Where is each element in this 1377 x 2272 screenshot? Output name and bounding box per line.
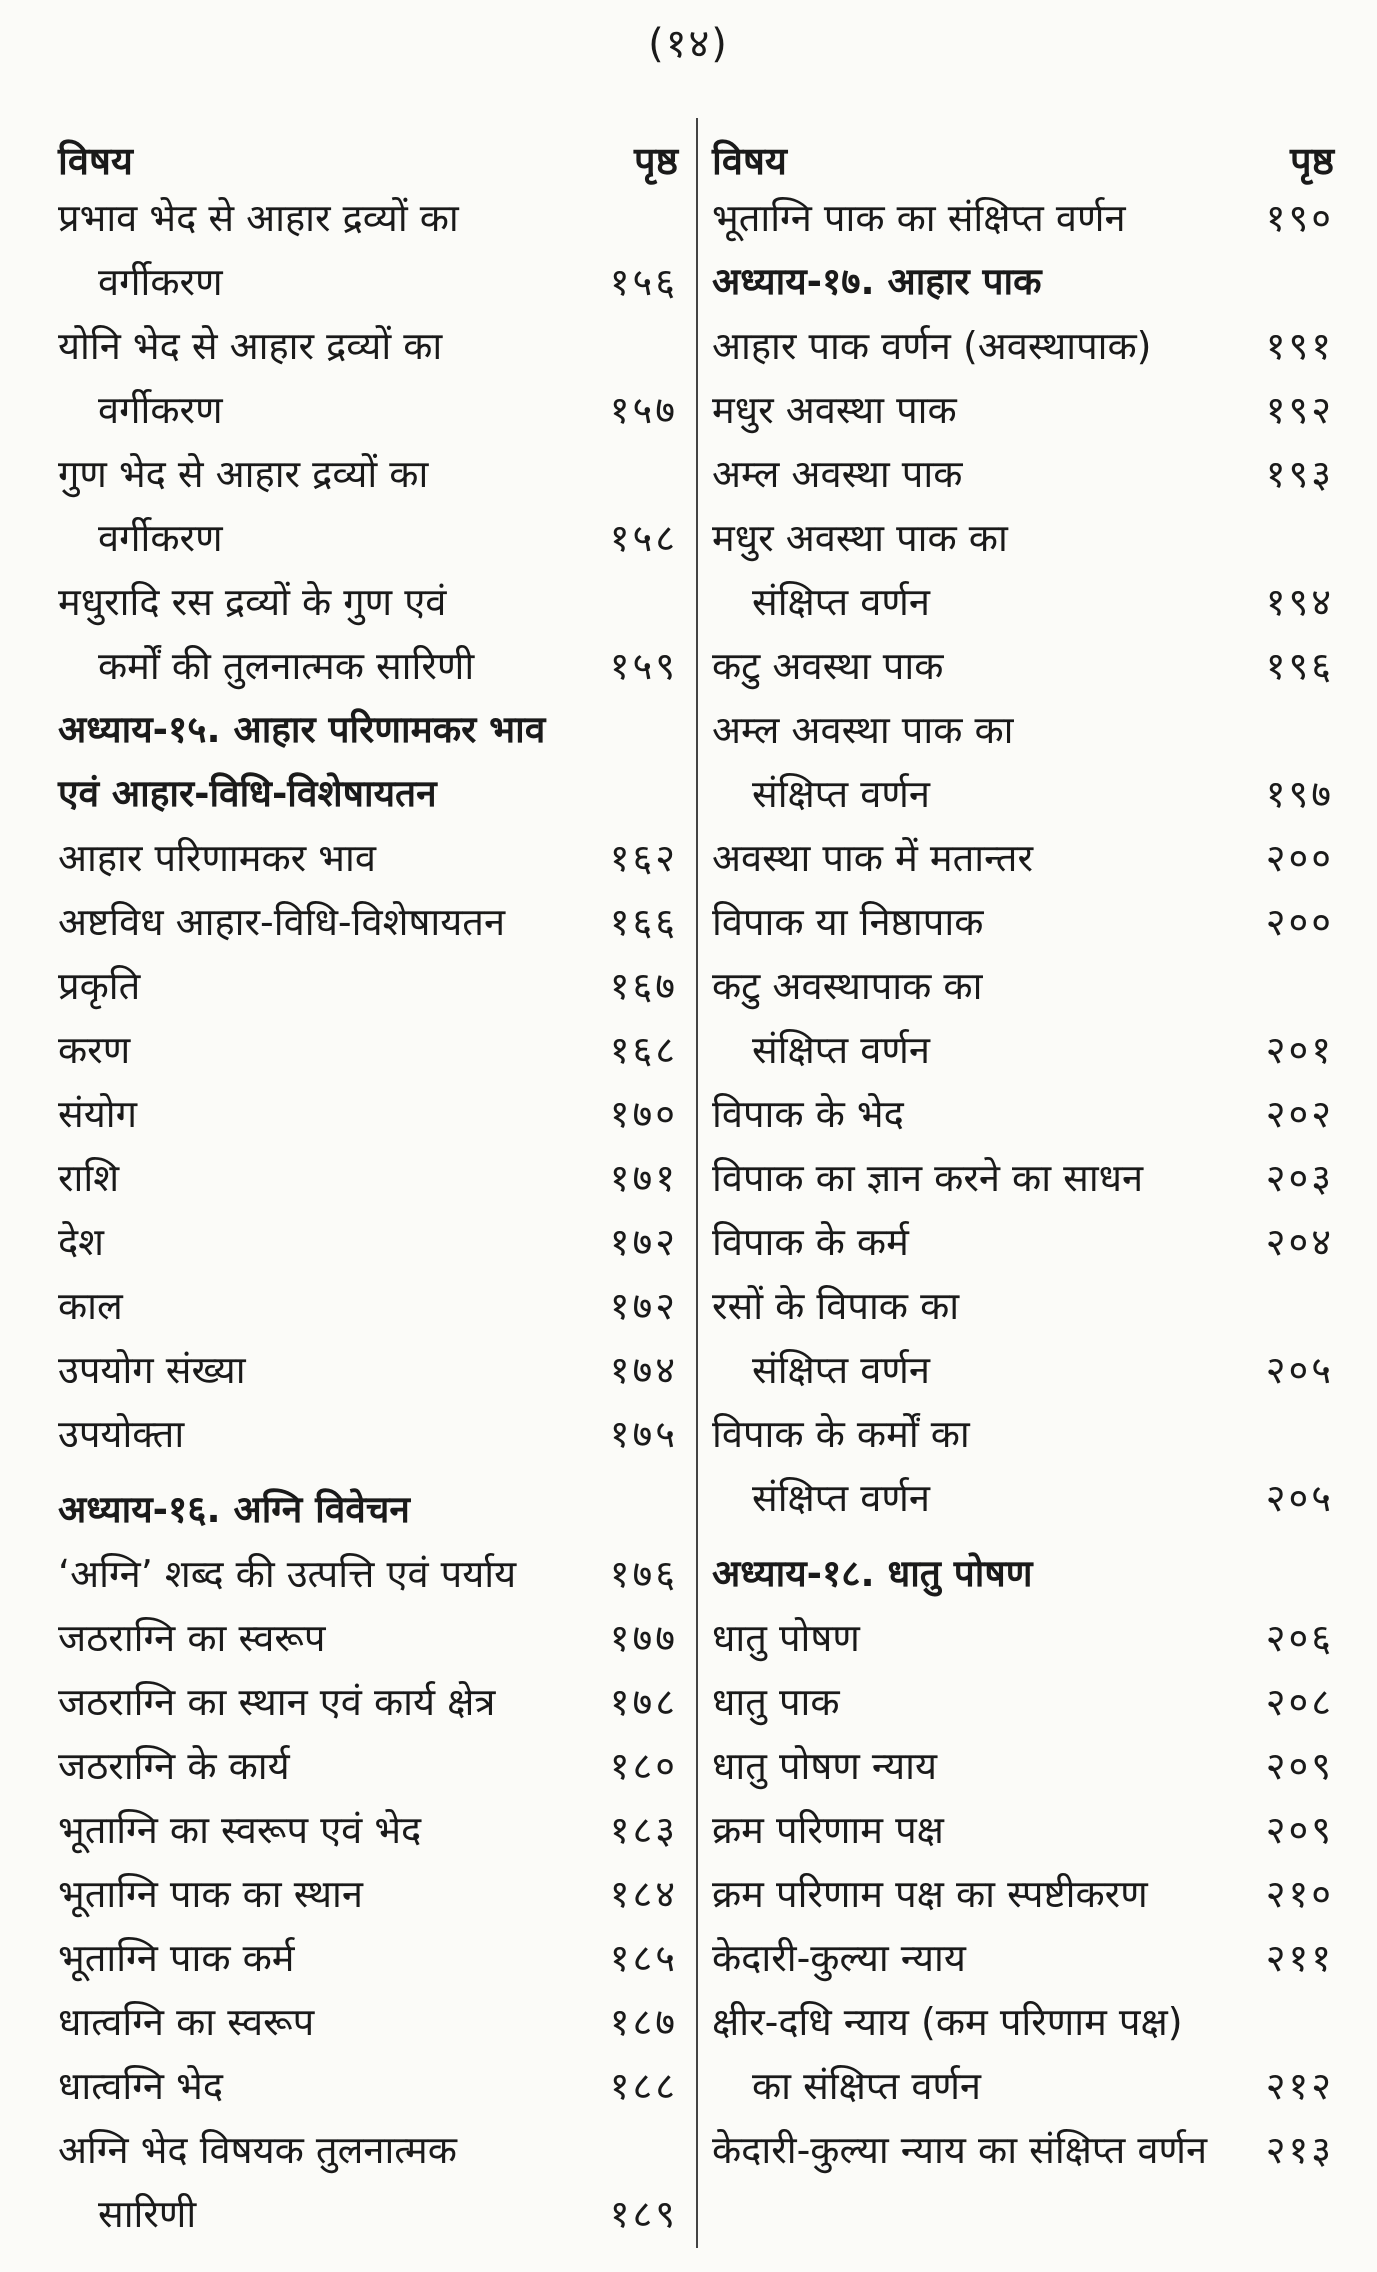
toc-entry (712, 890, 1334, 954)
toc-entry (58, 1082, 678, 1146)
left-header (58, 118, 678, 186)
toc-entry (712, 1670, 1334, 1734)
toc-entry (58, 1862, 678, 1926)
entry-title: भूताग्नि पाक कर्म (58, 1936, 295, 1980)
chapter-heading-16: अध्याय-१६. अग्नि विवेचन (58, 1488, 410, 1531)
entry-title: विपाक के भेद (712, 1092, 904, 1136)
entry-page: २१३ (1265, 2128, 1334, 2172)
toc-entry (58, 1542, 678, 1606)
entry-page: १५७ (609, 388, 678, 432)
entry-page: २०३ (1265, 1156, 1334, 1200)
entry-title: करण (58, 1028, 131, 1072)
entry-title: कटु अवस्थापाक का (712, 964, 983, 1008)
toc-entry (58, 1338, 678, 1402)
toc-entry (712, 1990, 1334, 2118)
entry-page: १८३ (609, 1808, 678, 1852)
entry-title-cont: सारिणी (98, 2192, 197, 2236)
toc-entry (58, 954, 678, 1018)
toc-entry (712, 2118, 1334, 2182)
entry-page: २०० (1265, 836, 1334, 880)
entry-title-cont: वर्गीकरण (98, 260, 223, 304)
toc-entry (58, 1402, 678, 1466)
entry-title: मधुर अवस्था पाक का (712, 516, 1008, 560)
entry-title: धात्वग्नि का स्वरूप (58, 2000, 315, 2044)
entry-page: २०४ (1265, 1220, 1334, 1264)
toc-entry (712, 954, 1334, 1082)
entry-page: १९१ (1265, 324, 1334, 368)
entry-page: २०९ (1265, 1808, 1334, 1852)
toc-entry (58, 1210, 678, 1274)
entry-title-cont: संक्षिप्त वर्णन (752, 580, 930, 624)
entry-title: क्षीर-दधि न्याय (कम परिणाम पक्ष) (712, 2000, 1183, 2044)
entry-page: १६२ (609, 836, 678, 880)
entry-title: विपाक के कर्म (712, 1220, 909, 1264)
entry-page: २१० (1265, 1872, 1334, 1916)
toc-entry (58, 1606, 678, 1670)
toc-entry (58, 826, 678, 890)
entry-title: विपाक का ज्ञान करने का साधन (712, 1156, 1144, 1200)
toc-entry (58, 1798, 678, 1862)
entry-title: योनि भेद से आहार द्रव्यों का (58, 324, 443, 368)
chapter-heading-17: अध्याय-१७. आहार पाक (712, 260, 1042, 303)
entry-page: १६६ (609, 900, 678, 944)
entry-title: काल (58, 1284, 123, 1328)
entry-title: राशि (58, 1156, 120, 1200)
toc-entry (712, 314, 1334, 378)
entry-page: २०५ (1265, 1348, 1334, 1392)
toc-entry (712, 1210, 1334, 1274)
entry-title: आहार परिणामकर भाव (58, 836, 376, 880)
entry-title: अम्ल अवस्था पाक (712, 452, 963, 496)
entry-title: विपाक या निष्ठापाक (712, 900, 984, 944)
entry-title: अष्टविध आहार-विधि-विशेषायतन (58, 900, 506, 944)
toc-entry (712, 1926, 1334, 1990)
entry-page: १८८ (609, 2064, 678, 2108)
toc-entry (712, 634, 1334, 698)
entry-title: जठराग्नि का स्वरूप (58, 1616, 326, 1660)
page-number: (१४) (648, 21, 729, 67)
entry-page: १७१ (609, 1156, 678, 1200)
entry-page: १८० (609, 1744, 678, 1788)
left-column (58, 118, 678, 2246)
toc-entry (712, 1082, 1334, 1146)
entry-title: संयोग (58, 1092, 137, 1136)
entry-page: १९६ (1265, 644, 1334, 688)
entry-page: २०८ (1265, 1680, 1334, 1724)
entry-page: १५८ (609, 516, 678, 560)
entry-title: प्रभाव भेद से आहार द्रव्यों का (58, 196, 459, 240)
toc-entry (58, 1274, 678, 1338)
page-heading: पृष्ठ (1290, 139, 1334, 183)
entry-title-cont: संक्षिप्त वर्णन (752, 1028, 930, 1072)
entry-page: २१२ (1265, 2064, 1334, 2108)
entry-page: १७२ (609, 1220, 678, 1264)
entry-title: केदारी-कुल्या न्याय (712, 1936, 966, 1980)
entry-page: १८९ (609, 2192, 678, 2236)
subject-heading: विषय (58, 139, 133, 183)
entry-title: आहार पाक वर्णन (अवस्थापाक) (712, 324, 1152, 368)
toc-entry (712, 1146, 1334, 1210)
toc-entry (58, 1926, 678, 1990)
subject-heading: विषय (712, 139, 787, 183)
entry-title: उपयोक्ता (58, 1412, 185, 1456)
entry-title: अम्ल अवस्था पाक का (712, 708, 1014, 752)
entry-title: ‘अग्नि’ शब्द की उत्पत्ति एवं पर्याय (58, 1552, 517, 1596)
entry-page: २११ (1265, 1936, 1334, 1980)
entry-page: १७२ (609, 1284, 678, 1328)
entry-title: प्रकृति (58, 964, 141, 1008)
toc-entry (58, 570, 678, 698)
entry-title: अवस्था पाक में मतान्तर (712, 836, 1034, 880)
toc-entry (712, 506, 1334, 634)
entry-title: कटु अवस्था पाक (712, 644, 944, 688)
toc-entry (712, 1402, 1334, 1530)
toc-entry (712, 1862, 1334, 1926)
entry-page: १७८ (609, 1680, 678, 1724)
entry-title-cont: संक्षिप्त वर्णन (752, 1348, 930, 1392)
right-column (712, 118, 1334, 2182)
entry-title: धातु पाक (712, 1680, 840, 1724)
entry-title: केदारी-कुल्या न्याय का संक्षिप्त वर्णन (712, 2128, 1208, 2172)
entry-page: १५६ (609, 260, 678, 304)
entry-page: १८५ (609, 1936, 678, 1980)
entry-page: १९४ (1265, 580, 1334, 624)
entry-page: १५९ (609, 644, 678, 688)
chapter-heading-18: अध्याय-१८. धातु पोषण (712, 1552, 1033, 1595)
right-header (712, 118, 1334, 186)
toc-entry (58, 2118, 678, 2246)
entry-page: २०६ (1265, 1616, 1334, 1660)
toc-entry (58, 1670, 678, 1734)
entry-title: रसों के विपाक का (712, 1284, 960, 1328)
entry-title: क्रम परिणाम पक्ष (712, 1808, 944, 1852)
entry-title: धातु पोषण (712, 1616, 860, 1660)
entry-title: क्रम परिणाम पक्ष का स्पष्टीकरण (712, 1872, 1148, 1916)
entry-page: २०१ (1265, 1028, 1334, 1072)
entry-title: धातु पोषण न्याय (712, 1744, 938, 1788)
entry-page: १७४ (609, 1348, 678, 1392)
toc-entry (58, 186, 678, 314)
entry-page: १७० (609, 1092, 678, 1136)
entry-title: जठराग्नि के कार्य (58, 1744, 290, 1788)
entry-page: १९० (1265, 196, 1334, 240)
entry-title: धात्वग्नि भेद (58, 2064, 223, 2108)
entry-title: विपाक के कर्मों का (712, 1412, 970, 1456)
entry-title: भूताग्नि का स्वरूप एवं भेद (58, 1808, 422, 1852)
toc-entry (58, 442, 678, 570)
chapter-heading-15-cont: एवं आहार-विधि-विशेषायतन (58, 772, 437, 815)
toc-entry (58, 1990, 678, 2054)
toc-entry (712, 442, 1334, 506)
entry-page: २०५ (1265, 1476, 1334, 1520)
toc-entry (58, 2054, 678, 2118)
entry-page: १७५ (609, 1412, 678, 1456)
entry-title: जठराग्नि का स्थान एवं कार्य क्षेत्र (58, 1680, 496, 1724)
toc-entry (58, 890, 678, 954)
entry-title: गुण भेद से आहार द्रव्यों का (58, 452, 429, 496)
entry-title: मधुरादि रस द्रव्यों के गुण एवं (58, 580, 447, 624)
page-heading: पृष्ठ (634, 139, 678, 183)
entry-title-cont: का संक्षिप्त वर्णन (752, 2064, 982, 2108)
entry-title: देश (58, 1220, 105, 1264)
entry-page: १८७ (609, 2000, 678, 2044)
toc-entry (712, 1274, 1334, 1402)
toc-entry (712, 1734, 1334, 1798)
entry-title-cont: संक्षिप्त वर्णन (752, 772, 930, 816)
entry-title: मधुर अवस्था पाक (712, 388, 957, 432)
entry-title-cont: संक्षिप्त वर्णन (752, 1476, 930, 1520)
toc-entry (712, 186, 1334, 250)
toc-entry (58, 1018, 678, 1082)
column-divider (696, 118, 698, 2248)
toc-entry (712, 1606, 1334, 1670)
entry-page: १९३ (1265, 452, 1334, 496)
toc-entry (712, 826, 1334, 890)
entry-page: १६८ (609, 1028, 678, 1072)
entry-title: अग्नि भेद विषयक तुलनात्मक (58, 2128, 457, 2172)
entry-title-cont: वर्गीकरण (98, 516, 223, 560)
entry-page: १९७ (1265, 772, 1334, 816)
entry-page: १६७ (609, 964, 678, 1008)
toc-entry (58, 1146, 678, 1210)
entry-page: १७७ (609, 1616, 678, 1660)
entry-title: उपयोग संख्या (58, 1348, 246, 1392)
entry-page: १७६ (609, 1552, 678, 1596)
toc-entry (712, 1798, 1334, 1862)
entry-title: भूताग्नि पाक का संक्षिप्त वर्णन (712, 196, 1126, 240)
toc-entry (58, 1734, 678, 1798)
chapter-heading-15: अध्याय-१५. आहार परिणामकर भाव (58, 708, 546, 751)
entry-page: २०२ (1265, 1092, 1334, 1136)
toc-entry (712, 378, 1334, 442)
entry-page: १८४ (609, 1872, 678, 1916)
entry-title-cont: वर्गीकरण (98, 388, 223, 432)
entry-title: भूताग्नि पाक का स्थान (58, 1872, 363, 1916)
entry-page: २०९ (1265, 1744, 1334, 1788)
toc-entry (712, 698, 1334, 826)
entry-page: १९२ (1265, 388, 1334, 432)
entry-title-cont: कर्मों की तुलनात्मक सारिणी (98, 644, 475, 688)
toc-entry (58, 314, 678, 442)
entry-page: २०० (1265, 900, 1334, 944)
